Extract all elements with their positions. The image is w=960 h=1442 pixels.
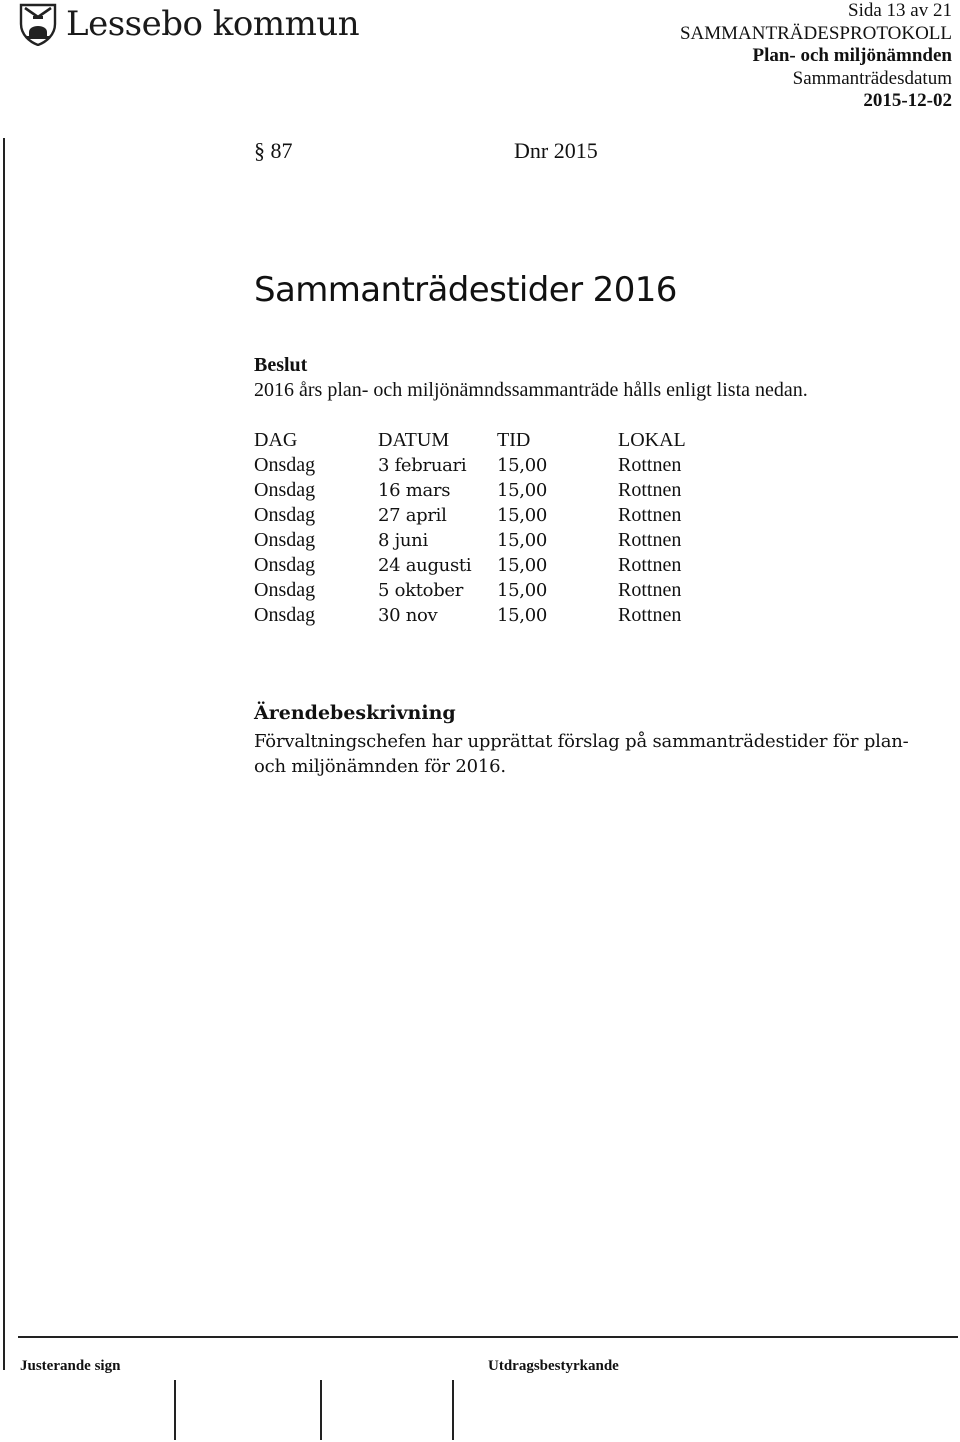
- cell-tid: 15,00: [497, 480, 548, 501]
- document-header-info: [680, 0, 952, 113]
- column-header-lokal: LOKAL: [618, 429, 686, 451]
- cell-datum: 30 nov: [378, 605, 438, 626]
- table-row: [254, 453, 738, 478]
- cell-tid: 15,00: [497, 505, 548, 526]
- beslut-heading: Beslut: [254, 354, 308, 376]
- cell-datum: 16 mars: [378, 480, 451, 501]
- table-row: [254, 578, 738, 603]
- cell-tid: 15,00: [497, 605, 548, 626]
- cell-dag: Onsdag: [254, 604, 316, 626]
- table-row: [254, 603, 738, 628]
- left-margin-rule: [3, 138, 5, 1370]
- cell-datum: 8 juni: [378, 530, 428, 551]
- cell-lokal: Rottnen: [618, 454, 682, 476]
- cell-dag: Onsdag: [254, 579, 316, 601]
- cell-tid: 15,00: [497, 530, 548, 551]
- cell-dag: Onsdag: [254, 504, 316, 526]
- cell-dag: Onsdag: [254, 529, 316, 551]
- municipality-logo: [18, 2, 359, 46]
- signature-divider: [452, 1380, 454, 1440]
- signature-divider: [320, 1380, 322, 1440]
- justerande-sign-label: Justerande sign: [20, 1358, 121, 1374]
- schedule-header-row: [254, 428, 738, 453]
- cell-dag: Onsdag: [254, 554, 316, 576]
- footer-rule: [18, 1336, 958, 1338]
- cell-tid: 15,00: [497, 580, 548, 601]
- arendebeskrivning-heading: Ärendebeskrivning: [254, 702, 456, 724]
- signature-divider: [174, 1380, 176, 1440]
- page-info: Sida 13 av 21: [848, 0, 952, 21]
- page-title: Sammanträdestider 2016: [254, 270, 677, 310]
- table-row: [254, 478, 738, 503]
- date-label: Sammanträdesdatum: [792, 67, 952, 89]
- cell-datum: 3 februari: [378, 455, 467, 476]
- schedule-table: [254, 428, 738, 628]
- cell-lokal: Rottnen: [618, 579, 682, 601]
- table-row: [254, 528, 738, 553]
- cell-lokal: Rottnen: [618, 504, 682, 526]
- meeting-date: 2015-12-02: [863, 90, 952, 111]
- cell-datum: 27 april: [378, 505, 447, 526]
- column-header-tid: TID: [497, 429, 531, 451]
- logo-text: Lessebo kommun: [66, 4, 360, 44]
- arendebeskrivning-text: Förvaltningschefen har upprättat förslag på sammanträdestider för plan- och miljönämnden för 2016.: [254, 731, 909, 777]
- cell-dag: Onsdag: [254, 454, 316, 476]
- cell-tid: 15,00: [497, 455, 548, 476]
- cell-datum: 5 oktober: [378, 580, 464, 601]
- cell-datum: 24 augusti: [378, 555, 472, 576]
- cell-lokal: Rottnen: [618, 529, 682, 551]
- cell-lokal: Rottnen: [618, 604, 682, 626]
- cell-tid: 15,00: [497, 555, 548, 576]
- paragraph-number: § 87: [254, 138, 293, 163]
- beslut-text: 2016 års plan- och miljönämndssammanträde hålls enligt lista nedan.: [254, 379, 808, 401]
- column-header-datum: DATUM: [378, 429, 450, 451]
- dnr-number: Dnr 2015: [514, 138, 598, 163]
- cell-lokal: Rottnen: [618, 479, 682, 501]
- cell-dag: Onsdag: [254, 479, 316, 501]
- table-row: [254, 503, 738, 528]
- column-header-dag: DAG: [254, 429, 298, 451]
- coat-of-arms-icon: [18, 2, 58, 46]
- table-row: [254, 553, 738, 578]
- utdragsbestyrkande-label: Utdragsbestyrkande: [488, 1358, 619, 1374]
- committee-name: Plan- och miljönämnden: [752, 45, 952, 66]
- protocol-label: SAMMANTRÄDESPROTOKOLL: [679, 22, 952, 44]
- cell-lokal: Rottnen: [618, 554, 682, 576]
